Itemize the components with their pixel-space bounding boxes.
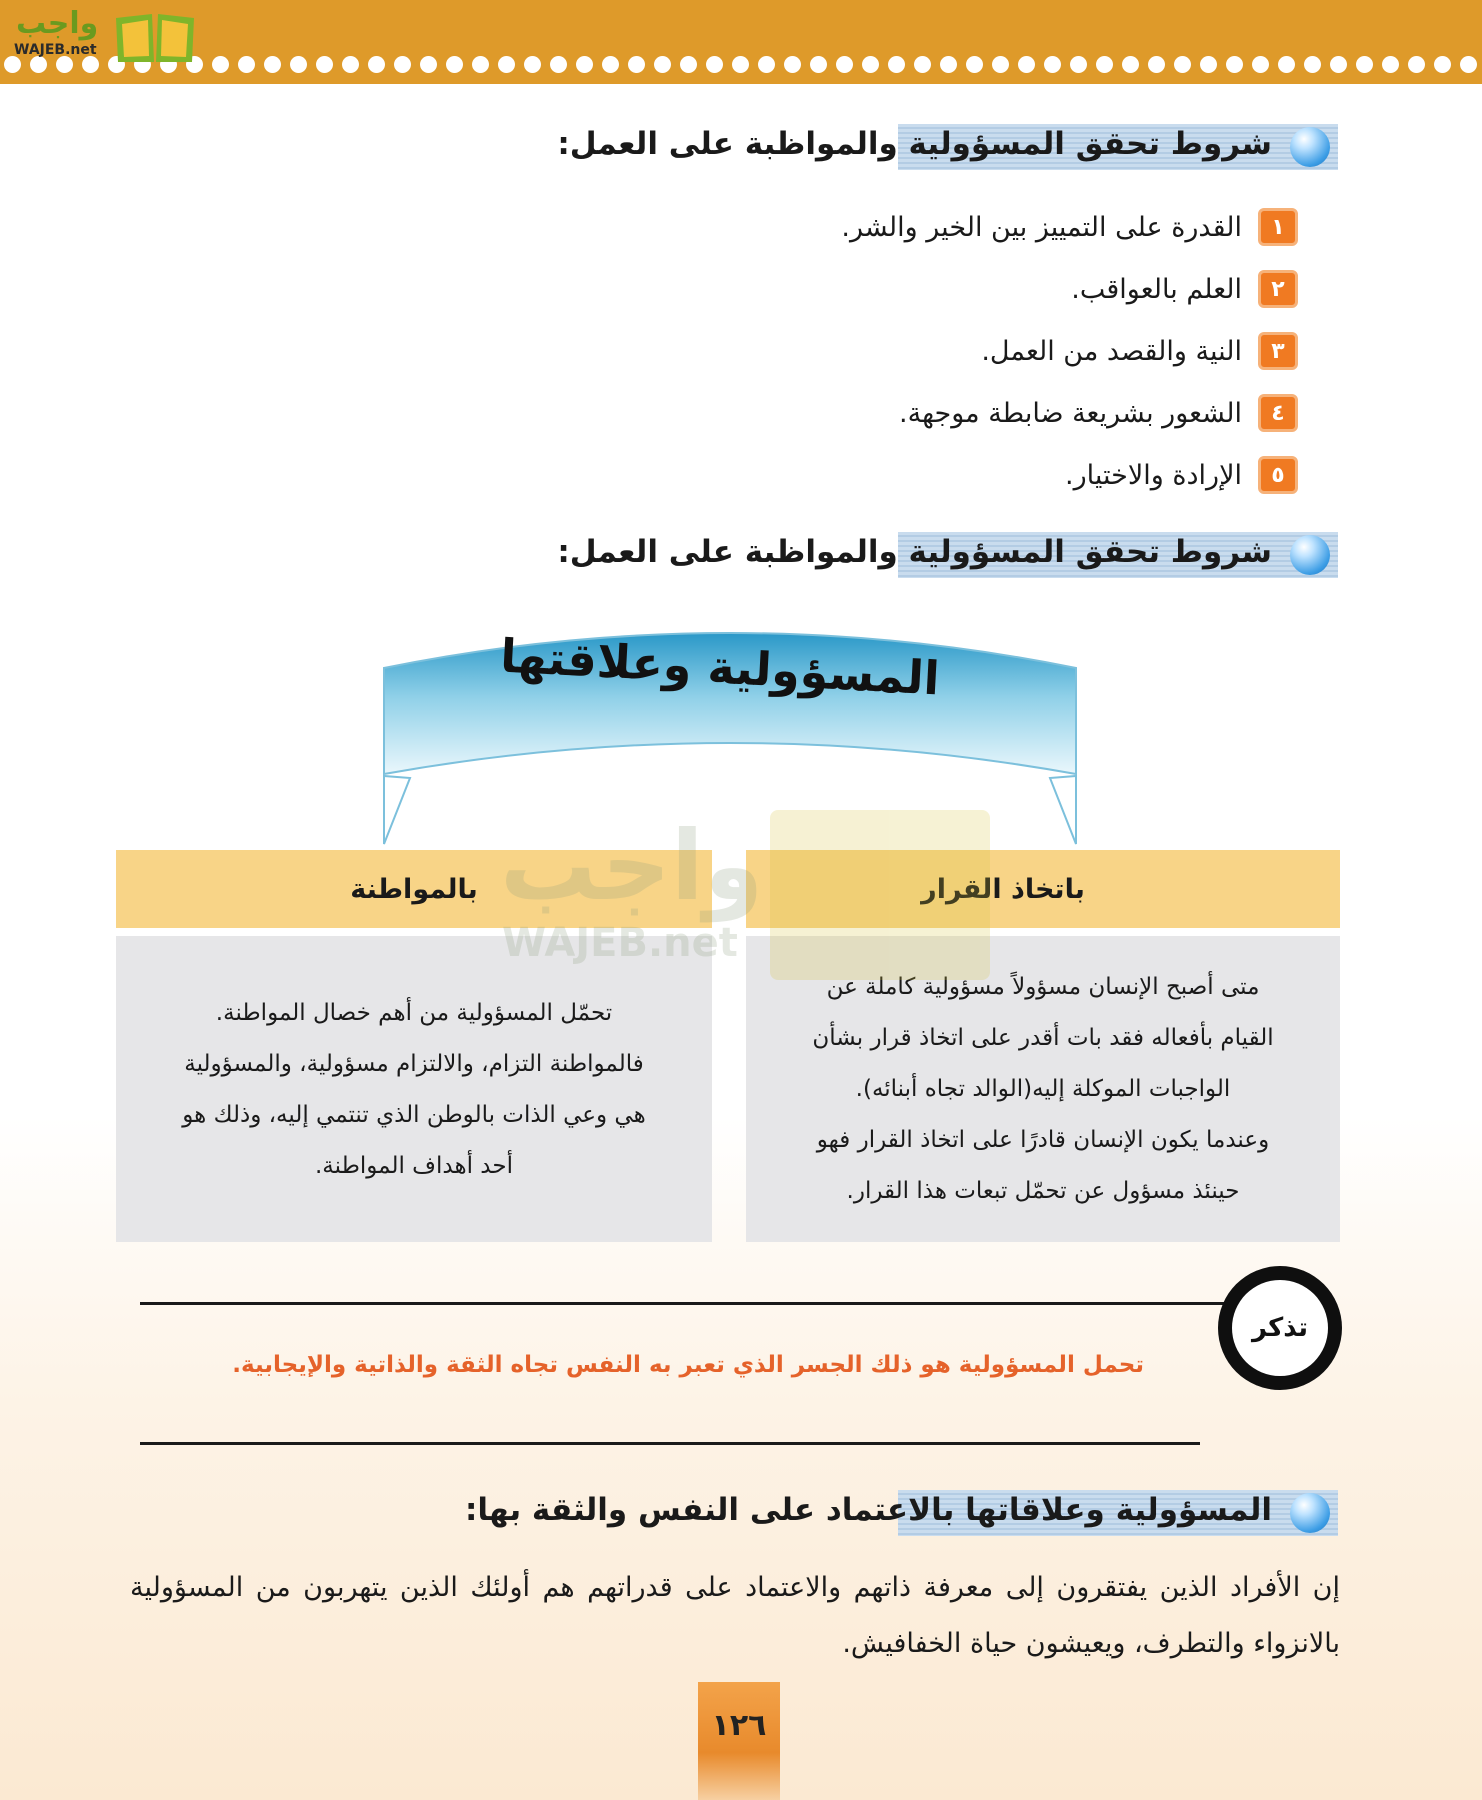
section-header-selfreliance xyxy=(464,1484,1338,1540)
logo-arabic: واجب xyxy=(16,6,99,41)
logo-english: WAJEB.net xyxy=(14,42,97,58)
conditions-list xyxy=(498,196,1298,506)
list-number: ٣ xyxy=(1258,332,1298,370)
watermark-english: WAJEB.net xyxy=(502,920,738,966)
dot-border xyxy=(0,56,1482,82)
section-title: شروط تحقق المسؤولية والمواظبة على العمل: xyxy=(557,534,1272,570)
book-icon xyxy=(112,10,198,66)
body-line: القيام بأفعاله فقد بات أقدر على اتخاذ قرار بشأن xyxy=(812,1025,1274,1051)
remember-text: تحمل المسؤولية هو ذلك الجسر الذي تعبر به النفس تجاه الثقة والذاتية والإيجابية. xyxy=(232,1352,1144,1378)
list-item xyxy=(498,258,1298,320)
body-paragraph: إن الأفراد الذين يفتقرون إلى معرفة ذاتهم والاعتماد على قدراتهم هم أولئك الذين يتهربون من المسؤولية بالانزواء والتطرف، ويعيشون حياة الخفافيش. xyxy=(130,1572,1340,1659)
remember-badge xyxy=(1218,1266,1342,1390)
list-item xyxy=(498,382,1298,444)
section-title: شروط تحقق المسؤولية والمواظبة على العمل: xyxy=(557,126,1272,162)
list-text: القدرة على التمييز بين الخير والشر. xyxy=(841,211,1242,243)
list-text: النية والقصد من العمل. xyxy=(981,335,1242,367)
body-line: فالمواطنة التزام، والالتزام مسؤولية، والمسؤولية xyxy=(184,1051,644,1077)
column-head-citizenship: بالمواطنة xyxy=(116,850,712,928)
list-number: ٢ xyxy=(1258,270,1298,308)
section-title: المسؤولية وعلاقاتها بالاعتماد على النفس والثقة بها: xyxy=(464,1492,1272,1528)
remember-label: تذكر xyxy=(1232,1280,1328,1376)
list-text: الشعور بشريعة ضابطة موجهة. xyxy=(899,397,1242,429)
bullet-ball-icon xyxy=(1290,1493,1330,1533)
list-text: الإرادة والاختيار. xyxy=(1065,459,1242,491)
body-line: الواجبات الموكلة إليه(الوالد تجاه أبنائه). xyxy=(855,1076,1231,1102)
list-number: ١ xyxy=(1258,208,1298,246)
section-header-diagram xyxy=(557,526,1338,582)
column-body-decision xyxy=(746,936,1340,1242)
list-number: ٥ xyxy=(1258,456,1298,494)
watermark-arabic: واجب xyxy=(500,810,764,922)
body-line: أحد أهداف المواطنة. xyxy=(315,1153,513,1179)
list-item xyxy=(498,320,1298,382)
body-line: هي وعي الذات بالوطن الذي تنتمي إليه، وذلك هو xyxy=(182,1102,646,1128)
list-item xyxy=(498,196,1298,258)
list-number: ٤ xyxy=(1258,394,1298,432)
site-logo[interactable] xyxy=(10,6,190,62)
page-number: ١٢٦ xyxy=(698,1682,780,1800)
divider xyxy=(140,1442,1200,1445)
bullet-ball-icon xyxy=(1290,127,1330,167)
body-line: وعندما يكون الإنسان قادرًا على اتخاذ القرار فهو xyxy=(816,1127,1270,1153)
body-line: متى أصبح الإنسان مسؤولاً مسؤولية كاملة عن xyxy=(826,974,1260,1000)
column-head-decision: باتخاذ القرار xyxy=(746,850,1340,928)
body-line: تحمّل المسؤولية من أهم خصال المواطنة. xyxy=(215,1000,613,1026)
diagram-banner-title: المسؤولية وعلاقتها xyxy=(499,628,941,706)
body-line: حينئذ مسؤول عن تحمّل تبعات هذا القرار. xyxy=(846,1178,1240,1204)
section-header-conditions xyxy=(557,118,1338,174)
column-body-citizenship xyxy=(116,936,712,1242)
bullet-ball-icon xyxy=(1290,535,1330,575)
list-item xyxy=(498,444,1298,506)
divider xyxy=(140,1302,1230,1305)
list-text: العلم بالعواقب. xyxy=(1071,273,1242,305)
